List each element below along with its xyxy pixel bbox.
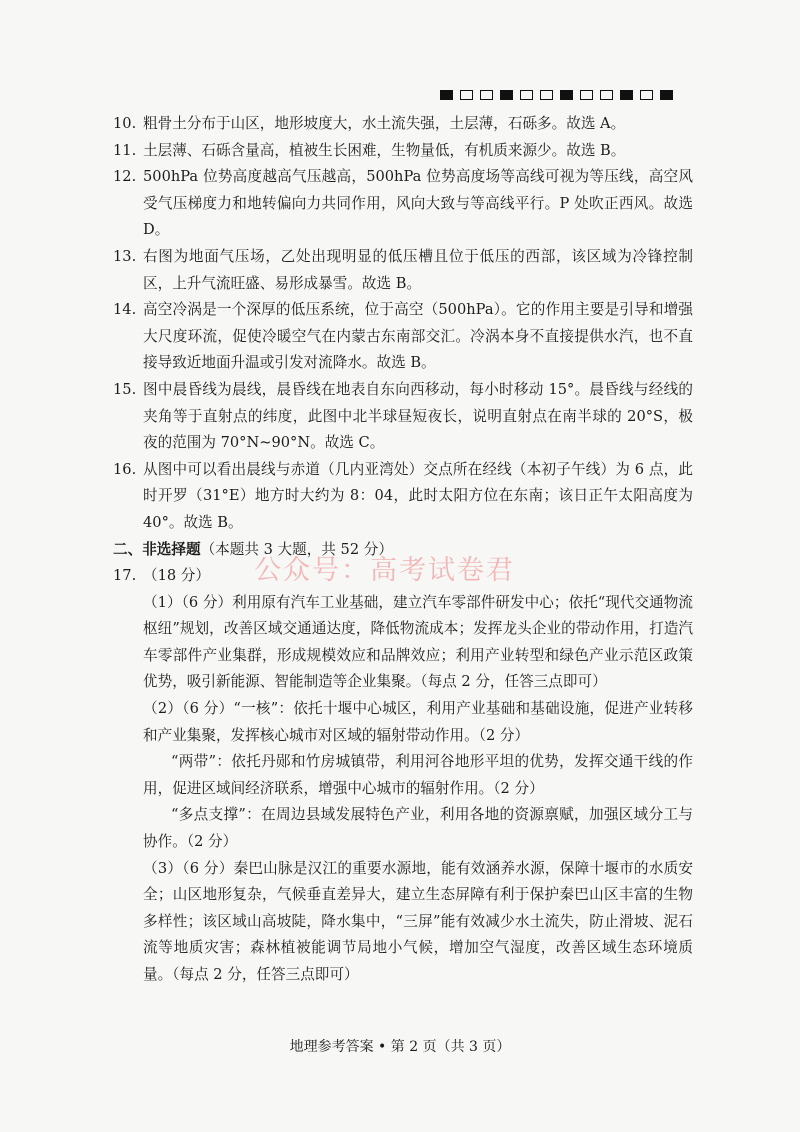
answer-text: 从图中可以看出晨线与赤道（几内亚湾处）交点所在经线（本初子午线）为 6 点，此时开罗（31°E）地方时大约为 8：04，此时太阳方位在东南；该日正午太阳高度为 40°。故选 B。 <box>143 460 693 531</box>
q17-part2: （2）（6 分）“一核”：依托十堰中心城区，利用产业基础和基础设施，促进产业转移和产业集聚，发挥核心城市对区域的辐射带动作用。（2 分） <box>143 700 693 744</box>
answer-item <box>113 138 693 165</box>
answer-number: 12. <box>113 168 137 186</box>
question-score: （18 分） <box>143 567 210 585</box>
question-number: 17. <box>113 567 137 585</box>
answer-number: 14. <box>113 301 137 319</box>
answer-item <box>113 457 693 537</box>
section-note: （本题共 3 大题，共 52 分） <box>200 540 393 558</box>
answer-item <box>113 377 693 457</box>
answer-item <box>113 244 693 297</box>
answer-text: 500hPa 位势高度越高气压越高，500hPa 位势高度场等高线可视为等压线，高空风受气压梯度力和地转偏向力共同作用，风向大致与等高线平行。P 处吹正西风。故选 D。 <box>143 168 693 239</box>
answer-number: 11. <box>113 141 137 159</box>
choice-answers <box>113 111 693 537</box>
q17-part2-multi-points: “多点支撑”：在周边县域发展特色产业，利用各地的资源禀赋，加强区域分工与协作。（2 分） <box>143 806 693 851</box>
answer-number: 10. <box>113 115 137 132</box>
answer-item <box>113 111 693 138</box>
q17-part2-two-belts: “两带”：依托丹郧和竹房城镇带，利用河谷地形平坦的优势，发挥交通干线的作用，促进区域间经济联系，增强中心城市的辐射作用。（2 分） <box>143 753 693 797</box>
answer-text: 土层薄、石砾含量高，植被生长困难，生物量低，有机质来源少。故选 B。 <box>143 141 626 159</box>
page-footer: 地理参考答案 • 第 2 页（共 3 页） <box>289 1039 511 1055</box>
answer-item <box>113 297 693 377</box>
answer-item <box>113 164 693 244</box>
section-label: 二、非选择题 <box>113 540 201 558</box>
answer-number: 16. <box>113 460 137 478</box>
q17-part1: （1）（6 分）利用原有汽车工业基础，建立汽车零部件研发中心；依托“现代交通物流枢纽”规划，改善区域交通通达度，降低物流成本；发挥龙头企业的带动作用，打造汽车零部件产业集群，形成规模效应和品牌效应；利用产业转型和绿色产业示范区政策优势，吸引新能源、智能制造等企业集聚。（每点 2 分，任答三点即可） <box>143 593 693 691</box>
answer-text: 右图为地面气压场，乙处出现明显的低压槽且位于低压的西部，该区域为冷锋控制区，上升气流旺盛、易形成暴雪。故选 B。 <box>143 247 693 292</box>
empty-square-icon <box>520 90 533 100</box>
watermark: 公众号：高考试卷君 <box>254 555 515 586</box>
filled-square-icon <box>620 90 633 100</box>
empty-square-icon <box>460 90 473 100</box>
filled-square-icon <box>660 90 673 100</box>
header-marker <box>440 90 673 100</box>
filled-square-icon <box>500 90 513 100</box>
answer-text: 图中晨昏线为晨线，晨昏线在地表自东向西移动，每小时移动 15°。晨昏线与经线的夹角等于直射点的纬度，此图中北半球昼短夜长，说明直射点在南半球的 20°S，极夜的范围为 70°N~90°N。故选 C。 <box>143 380 693 452</box>
empty-square-icon <box>480 90 493 100</box>
answer-text: 粗骨土分布于山区，地形坡度大，水土流失强，土层薄，石砾多。故选 A。 <box>143 115 626 132</box>
q17-part3: （3）（6 分）秦巴山脉是汉江的重要水源地，能有效涵养水源，保障十堰市的水质安全；山区地形复杂，气候垂直差异大，建立生态屏障有利于保护秦巴山区丰富的生物多样性；该区域山高坡陡，降水集中，“三屏”能有效减少水土流失，防止滑坡、泥石流等地质灾害；森林植被能调节局地小气候，增加空气湿度，改善区域生态环境质量。（每点 2 分，任答三点即可） <box>143 859 693 983</box>
empty-square-icon <box>640 90 653 100</box>
answer-text: 高空冷涡是一个深厚的低压系统，位于高空（500hPa）。它的作用主要是引导和增强大尺度环流，促使冷暖空气在内蒙古东南部交汇。冷涡本身不直接提供水汽，也不直接导致近地面升温或引发对流降水。故选 B。 <box>143 301 693 372</box>
answer-number: 15. <box>113 380 137 398</box>
empty-square-icon <box>600 90 613 100</box>
empty-square-icon <box>580 90 593 100</box>
answer-number: 13. <box>113 247 137 265</box>
empty-square-icon <box>540 90 553 100</box>
filled-square-icon <box>440 90 453 100</box>
filled-square-icon <box>560 90 573 100</box>
